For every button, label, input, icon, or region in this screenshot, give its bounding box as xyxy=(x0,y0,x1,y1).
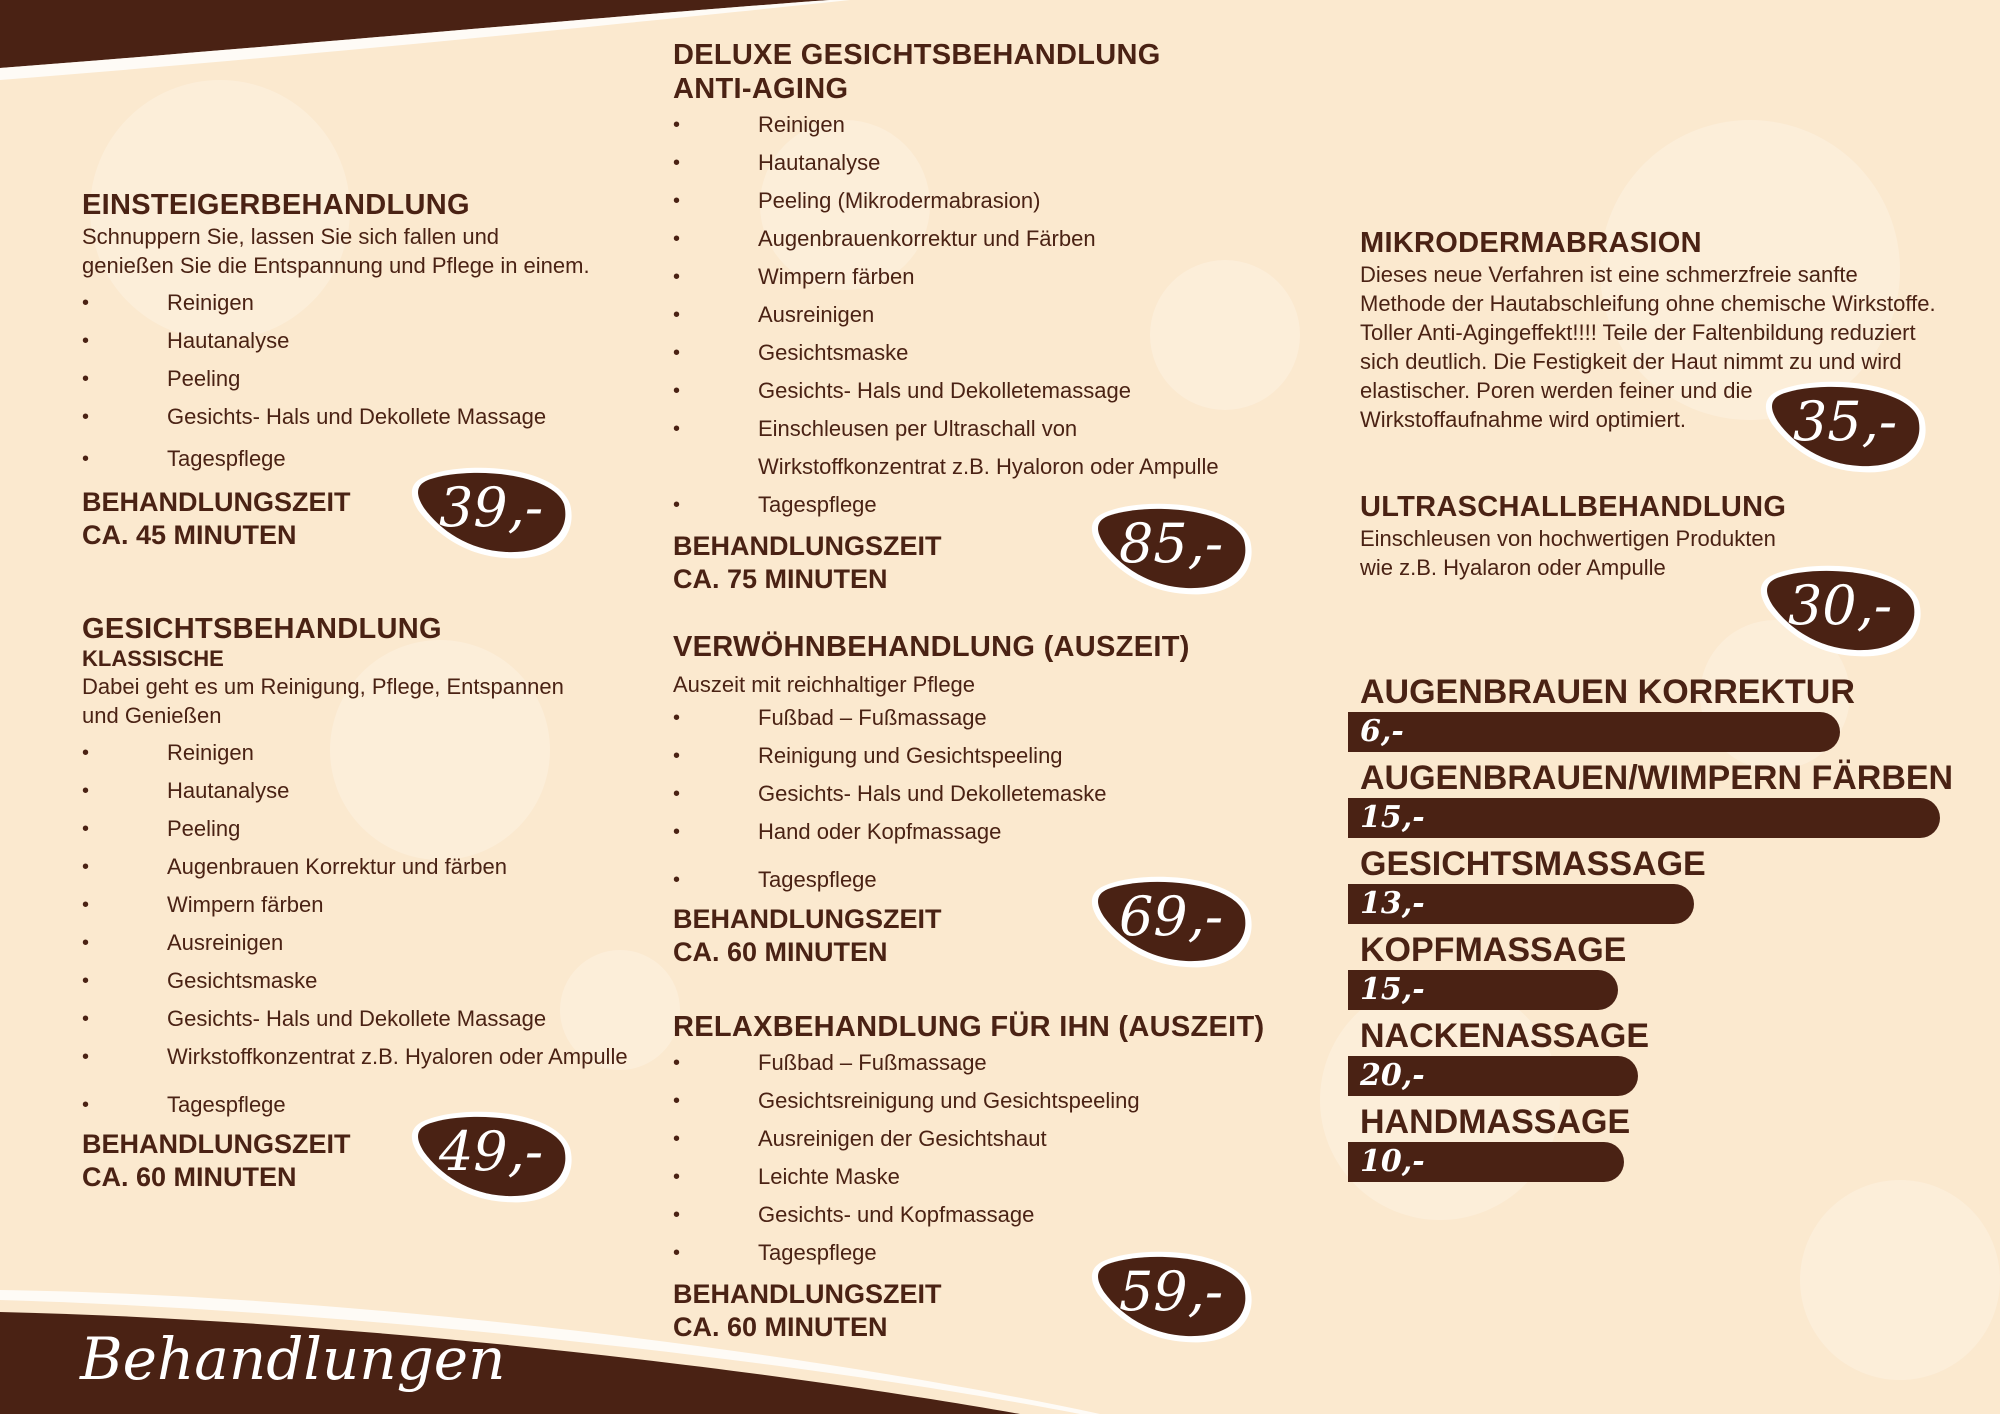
section-ultra xyxy=(1360,490,1980,637)
list-item: • Tagespflege xyxy=(673,861,1293,899)
treatment-time-label: BEHANDLUNGSZEIT xyxy=(82,1129,351,1159)
extra-title: AUGENBRAUEN/WIMPERN FÄRBEN xyxy=(1360,759,1954,797)
einsteiger-list xyxy=(82,284,662,478)
ultra-desc-line: Einschleusen von hochwertigen Produkten xyxy=(1360,526,1776,551)
list-item: • Tagespflege xyxy=(82,1086,662,1124)
klassisch-title: GESICHTSBEHANDLUNG xyxy=(82,613,442,645)
treatment-time-value: CA. 45 MINUTEN xyxy=(82,520,297,550)
list-item: • Gesichts- Hals und Dekollete Massage xyxy=(82,1000,662,1038)
price-value: 85,- xyxy=(1118,512,1224,575)
list-item: • Wimpern färben xyxy=(673,258,1293,296)
einsteiger-desc-line: genießen Sie die Entspannung und Pflege in einem. xyxy=(82,253,590,278)
list-item: • Hautanalyse xyxy=(82,772,662,810)
list-item: • Reinigung und Gesichtspeeling xyxy=(673,737,1293,775)
price-value: 69,- xyxy=(1118,885,1224,948)
list-item: • Fußbad – Fußmassage xyxy=(673,699,1293,737)
list-item: • Ausreinigen xyxy=(673,296,1293,334)
list-item: • Hand oder Kopfmassage xyxy=(673,813,1293,851)
list-item: • Ausreinigen der Gesichtshaut xyxy=(673,1120,1293,1158)
verwoehn-desc: Auszeit mit reichhaltiger Pflege xyxy=(673,672,976,697)
list-item-continuation: Wirkstoffkonzentrat z.B. Hyaloron oder Ampulle xyxy=(758,454,1219,479)
ultra-title: ULTRASCHALLBEHANDLUNG xyxy=(1360,491,1787,523)
section-deluxe xyxy=(673,38,1293,596)
deluxe-title: DELUXE GESICHTSBEHANDLUNG xyxy=(673,39,1161,71)
relax-title: RELAXBEHANDLUNG FÜR IHN (AUSZEIT) xyxy=(673,1011,1265,1043)
price-value: 49,- xyxy=(438,1120,544,1183)
list-item: • Gesichts- Hals und Dekolletemassage xyxy=(673,372,1293,410)
list-item: • Ausreinigen xyxy=(82,924,662,962)
price-badge xyxy=(406,1108,576,1208)
section-einsteiger xyxy=(82,188,662,552)
treatment-time-value: CA. 60 MINUTEN xyxy=(673,937,888,967)
relax-list xyxy=(673,1044,1293,1272)
section-verwoehn xyxy=(673,630,1293,969)
extra-title: HANDMASSAGE xyxy=(1360,1103,1631,1141)
verwoehn-list xyxy=(673,699,1293,899)
mikro-desc-line: elastischer. Poren werden feiner und die xyxy=(1360,378,1753,403)
extra-title: GESICHTSMASSAGE xyxy=(1360,845,1706,883)
verwoehn-title: VERWÖHNBEHANDLUNG (AUSZEIT) xyxy=(673,631,1190,663)
price-badge xyxy=(1086,873,1256,973)
extra-price-bar: 10,- xyxy=(1348,1142,1624,1182)
mikro-desc-line: Methode der Hautabschleifung ohne chemische Wirkstoffe. xyxy=(1360,291,1936,316)
list-item: • Gesichts- Hals und Dekolletemaske xyxy=(673,775,1293,813)
mikro-desc-line: Wirkstoffaufnahme wird optimiert. xyxy=(1360,407,1687,432)
extra-price-bar: 20,- xyxy=(1348,1056,1638,1096)
price-badge xyxy=(1086,500,1256,600)
deluxe-subtitle: ANTI-AGING xyxy=(673,73,849,105)
mikro-title: MIKRODERMABRASION xyxy=(1360,227,1702,259)
list-item: • Peeling (Mikrodermabrasion) xyxy=(673,182,1293,220)
list-item: • Augenbrauenkorrektur und Färben xyxy=(673,220,1293,258)
extra-price-bar: 13,- xyxy=(1348,884,1694,924)
price-value: 30,- xyxy=(1787,574,1893,637)
list-item: • Tagespflege xyxy=(82,440,662,478)
list-item: • Leichte Maske xyxy=(673,1158,1293,1196)
extra-title: AUGENBRAUEN KORREKTUR xyxy=(1360,673,1855,711)
price-value: 35,- xyxy=(1792,390,1898,453)
section-mikro xyxy=(1360,226,1980,453)
ultra-desc-line: wie z.B. Hyalaron oder Ampulle xyxy=(1360,555,1666,580)
list-item: • Fußbad – Fußmassage xyxy=(673,1044,1293,1082)
treatment-time-value: CA. 60 MINUTEN xyxy=(673,1312,888,1342)
list-item: • Peeling xyxy=(82,810,662,848)
mikro-desc-line: sich deutlich. Die Festigkeit der Haut nimmt zu und wird xyxy=(1360,349,1902,374)
list-item: • Tagespflege xyxy=(673,1234,1293,1272)
list-item: • Reinigen xyxy=(673,106,1293,144)
list-item: • Reinigen xyxy=(82,734,662,772)
mikro-desc-line: Dieses neue Verfahren ist eine schmerzfreie sanfte xyxy=(1360,262,1858,287)
extra-price-bar: 15,- xyxy=(1348,798,1940,838)
mikro-desc-line: Toller Anti-Agingeffekt!!!! Teile der Faltenbildung reduziert xyxy=(1360,320,1916,345)
klassisch-list xyxy=(82,734,662,1124)
list-item: • Gesichtsmaske xyxy=(673,334,1293,372)
treatment-time-value: CA. 75 MINUTEN xyxy=(673,564,888,594)
list-item: • Hautanalyse xyxy=(82,322,662,360)
list-item: • Augenbrauen Korrektur und färben xyxy=(82,848,662,886)
list-item: • Gesichtsmaske xyxy=(82,962,662,1000)
price-badge xyxy=(406,464,576,564)
treatment-time-label: BEHANDLUNGSZEIT xyxy=(82,487,351,517)
list-item: • Wimpern färben xyxy=(82,886,662,924)
list-item: • Gesichts- Hals und Dekollete Massage xyxy=(82,398,662,436)
list-item: • Gesichts- und Kopfmassage xyxy=(673,1196,1293,1234)
section-extras xyxy=(1348,672,1980,1188)
treatment-time-label: BEHANDLUNGSZEIT xyxy=(673,531,942,561)
treatment-time-value: CA. 60 MINUTEN xyxy=(82,1162,297,1192)
klassisch-desc-line: und Genießen xyxy=(82,703,222,728)
list-item: • Wirkstoffkonzentrat z.B. Hyaloren oder Ampulle xyxy=(82,1038,662,1076)
extra-price-bar: 6,- xyxy=(1348,712,1840,752)
deluxe-list xyxy=(673,106,1293,524)
list-item: • Einschleusen per Ultraschall von xyxy=(673,410,1293,448)
price-value: 39,- xyxy=(438,476,544,539)
list-item: • Reinigen xyxy=(82,284,662,322)
klassisch-subtitle: KLASSISCHE xyxy=(82,646,224,671)
section-klassisch xyxy=(82,612,662,1194)
list-item: • Gesichtsreinigung und Gesichtspeeling xyxy=(673,1082,1293,1120)
price-badge xyxy=(1086,1248,1256,1348)
section-relax xyxy=(673,1010,1293,1344)
price-badge xyxy=(1760,378,1930,478)
einsteiger-title: EINSTEIGERBEHANDLUNG xyxy=(82,189,470,221)
footer-title: Behandlungen xyxy=(80,1325,506,1393)
list-item: • Tagespflege xyxy=(673,486,1293,524)
list-item: • Peeling xyxy=(82,360,662,398)
price-value: 59,- xyxy=(1118,1260,1224,1323)
treatment-time-label: BEHANDLUNGSZEIT xyxy=(673,904,942,934)
einsteiger-desc-line: Schnuppern Sie, lassen Sie sich fallen und xyxy=(82,224,500,249)
extra-title: KOPFMASSAGE xyxy=(1360,931,1627,969)
price-badge xyxy=(1755,562,1925,662)
klassisch-desc-line: Dabei geht es um Reinigung, Pflege, Entspannen xyxy=(82,674,564,699)
treatment-time-label: BEHANDLUNGSZEIT xyxy=(673,1279,942,1309)
extra-price-bar: 15,- xyxy=(1348,970,1618,1010)
list-item: • Hautanalyse xyxy=(673,144,1293,182)
extra-title: NACKENASSAGE xyxy=(1360,1017,1650,1055)
